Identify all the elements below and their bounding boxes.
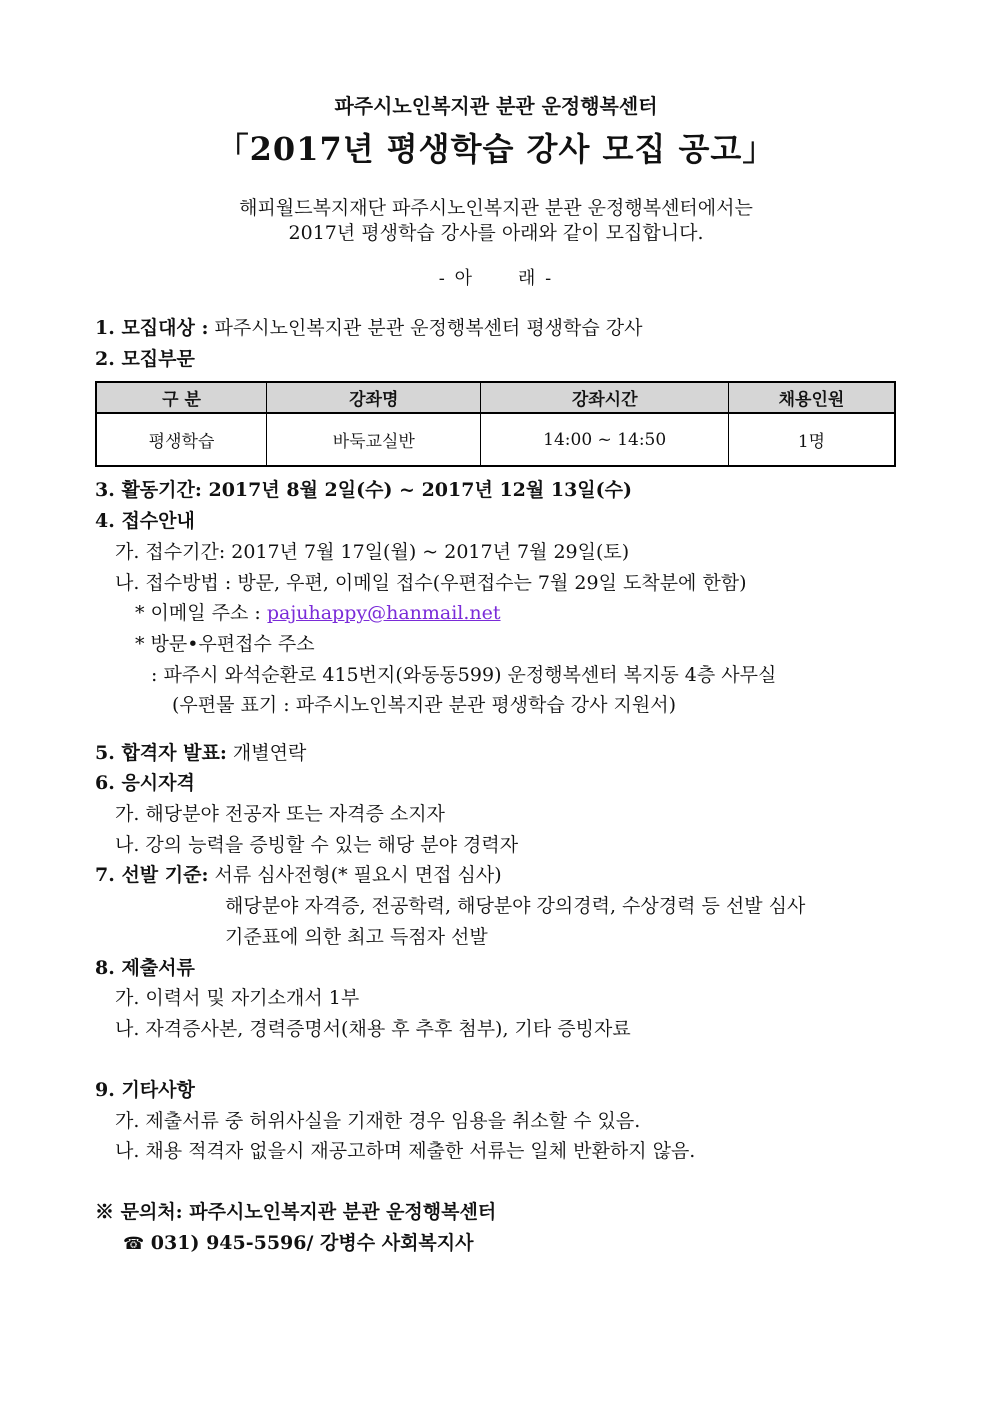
section-8-item-b: 나. 자격증사본, 경력증명서(채용 후 추후 첨부), 기타 증빙자료 [115,1018,631,1040]
section-7-line-2: 해당분야 자격증, 전공학력, 해당분야 강의경력, 수상경력 등 선발 심사 [225,895,806,917]
section-3: 3. 활동기간: 2017년 8월 2일(수) ~ 2017년 12월 13일(수) [95,479,632,501]
section-8-label: 8. 제출서류 [95,957,195,979]
table-header-row [96,382,895,413]
recruit-table [95,381,896,467]
table-header-time: 강좌시간 [481,382,728,413]
section-8-item-a: 가. 이력서 및 자기소개서 1부 [115,987,360,1009]
section-4-postal-note: (우편물 표기 : 파주시노인복지관 분관 평생학습 강사 지원서) [172,694,677,716]
contact-phone: 031) 945-5596/ 강병수 사회복지사 [144,1232,474,1254]
section-4-period: 가. 접수기간: 2017년 7월 17일(월) ~ 2017년 7월 29일(토) [115,541,630,563]
section-4-address: : 파주시 와석순환로 415번지(와동동599) 운정행복센터 복지동 4층 사무실 [151,664,777,686]
section-1-text: 파주시노인복지관 분관 운정행복센터 평생학습 강사 [208,317,643,339]
section-7-text: 서류 심사전형(* 필요시 면접 심사) [208,864,502,886]
section-4-label: 4. 접수안내 [95,510,195,532]
contact-phone-line [123,1230,474,1257]
section-6-item-b: 나. 강의 능력을 증빙할 수 있는 해당 분야 경력자 [115,834,519,856]
section-4-method: 나. 접수방법 : 방문, 우편, 이메일 접수(우편접수는 7월 29일 도착분에 한함) [115,572,747,594]
organization-name: 파주시노인복지관 분관 운정행복센터 [334,94,658,118]
section-7-line-3: 기준표에 의한 최고 득점자 선발 [225,926,488,948]
section-7 [95,862,502,888]
section-9-item-a: 가. 제출서류 중 허위사실을 기재한 경우 임용을 취소할 수 있음. [115,1110,641,1132]
section-2-label: 2. 모집부문 [95,348,195,370]
table-cell-headcount: 1명 [728,413,895,466]
table-cell-course: 바둑교실반 [267,413,481,466]
section-4-address-label: * 방문•우편접수 주소 [135,633,315,655]
intro-line-2: 2017년 평생학습 강사를 아래와 같이 모집합니다. [288,222,704,244]
section-6-item-a: 가. 해당분야 전공자 또는 자격증 소지자 [115,803,445,825]
document-title: 「2017년 평생학습 강사 모집 공고」 [216,130,776,168]
ahrae-right: 래 - [518,268,554,289]
table-row [96,413,895,466]
intro-line-1: 해피월드복지재단 파주시노인복지관 분관 운정행복센터에서는 [239,197,753,219]
table-header-category: 구 분 [96,382,267,413]
ahrae-divider [0,264,992,290]
section-5-label: 5. 합격자 발표: [95,742,227,764]
section-5 [95,740,306,766]
table-cell-category: 평생학습 [96,413,267,466]
email-link[interactable]: pajuhappy@hanmail.net [266,602,501,624]
section-9-label: 9. 기타사항 [95,1079,195,1101]
table-header-course: 강좌명 [267,382,481,413]
section-7-label: 7. 선발 기준: [95,864,209,886]
table-cell-time: 14:00 ~ 14:50 [481,413,728,466]
contact-label: ※ 문의처: 파주시노인복지관 분관 운정행복센터 [95,1201,497,1223]
email-label: * 이메일 주소 : [135,602,267,624]
section-9-item-b: 나. 채용 적격자 없을시 재공고하며 제출한 서류는 일체 반환하지 않음. [115,1140,696,1162]
section-5-text: 개별연락 [226,742,307,764]
ahrae-left: - 아 [438,268,474,289]
section-4-email-line [135,600,501,626]
section-6-label: 6. 응시자격 [95,772,195,794]
section-1-label: 1. 모집대상 : [95,317,209,339]
phone-icon: ☎ [123,1234,145,1254]
section-1 [95,315,643,341]
table-header-headcount: 채용인원 [728,382,895,413]
